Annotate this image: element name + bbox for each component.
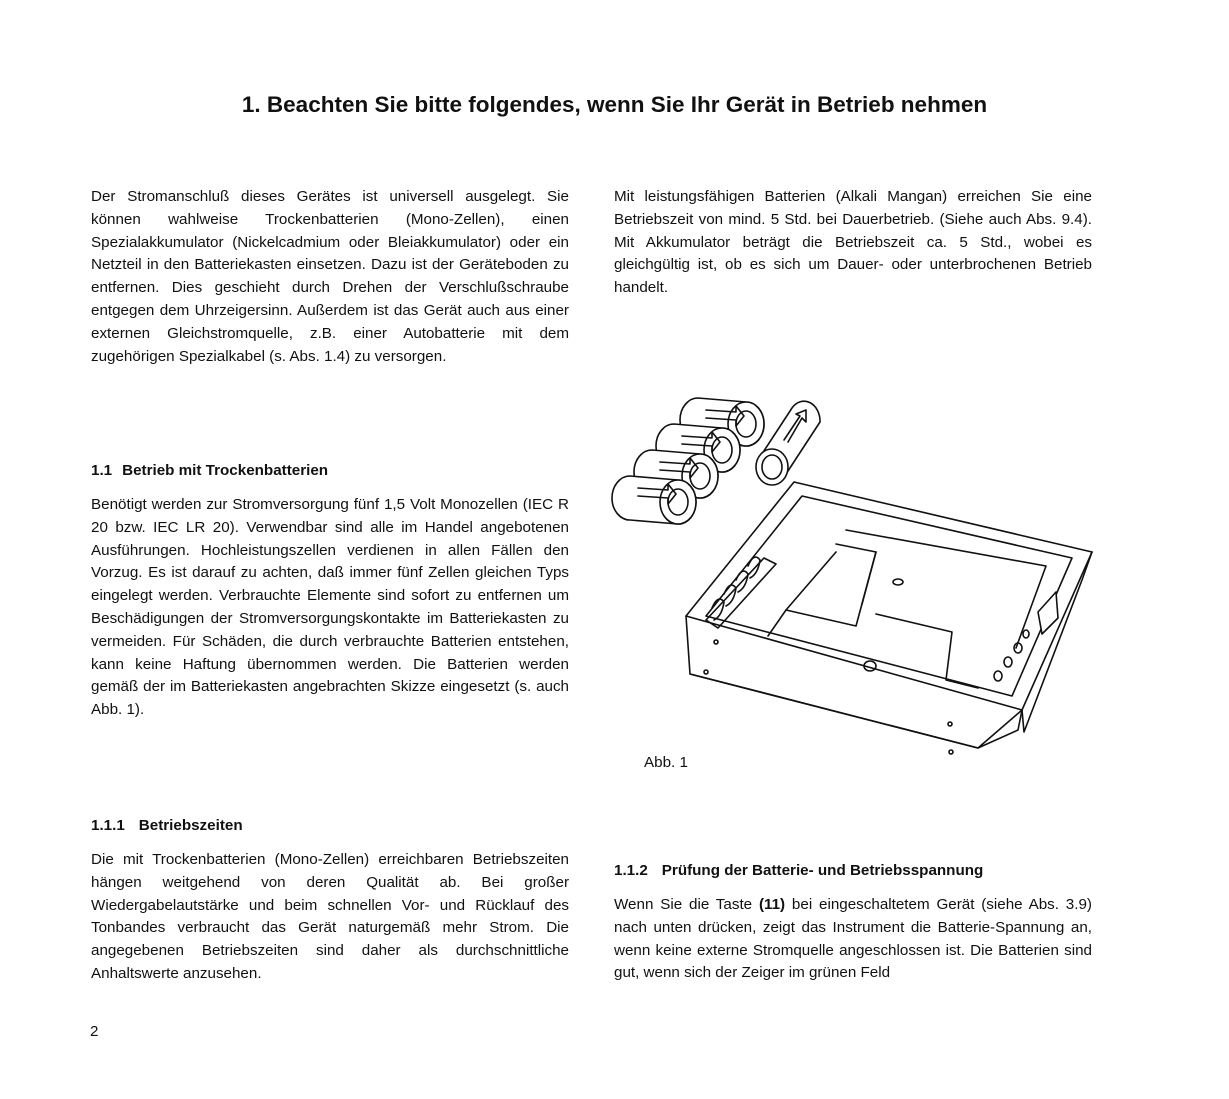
section-number: 1.1.1 <box>91 817 125 834</box>
section-1-1 <box>91 460 569 722</box>
section-1-1-1-body: Die mit Trockenbatterien (Mono-Zellen) erreichbaren Betriebszeiten hängen weitgehend von deren Qualität ab. Bei großer Wiedergabelautstärke und beim schnellen Vor- und Rücklauf des Tonbandes verbraucht das Gerät naturgemäß mehr Strom. Die angegebenen Betriebszeiten sind daher als durchschnittliche Anhaltswerte anzusehen. <box>91 851 569 982</box>
section-title: Betriebszeiten <box>138 817 243 834</box>
intro-right-column <box>614 186 1092 300</box>
page-title: 1. Beachten Sie bitte folgendes, wenn Sie Ihr Gerät in Betrieb nehmen <box>241 92 988 117</box>
intro-left-paragraph: Der Stromanschluß dieses Gerätes ist universell ausgelegt. Sie können wahlweise Trockenbatterien (Mono-Zellen), einen Spezialakkumulator (Nickelcadmium oder Bleiakkumulator) oder ein Netzteil in den Batteriekasten einsetzen. Dazu ist der Geräteboden zu entfernen. Dies geschieht durch Drehen der Verschlußschraube entgegen dem Uhrzeigersinn. Außerdem ist das Gerät auch aus einer externen Gleichstromquelle, z.B. einer Autobatterie mit dem zugehörigen Spezialkabel (s. Abs. 1.4) zu versorgen. <box>91 188 569 365</box>
section-number: 1.1.2 <box>614 862 648 879</box>
battery-compartment-illustration <box>606 380 1106 760</box>
intro-right-paragraph: Mit leistungsfähigen Batterien (Alkali Mangan) erreichen Sie eine Betriebszeit von mind. 5 Std. bei Dauerbetrieb. (Siehe auch Abs. 9.4). Mit Akkumulator beträgt die Betriebszeit ca. 5 Std., wobei es gleichgültig ist, ob es sich um Dauer- oder unterbrochenen Betrieb handelt. <box>614 188 1092 297</box>
key-reference: (11) <box>758 896 786 913</box>
section-title: Prüfung der Batterie- und Betriebsspannung <box>661 862 984 879</box>
intro-left-column <box>91 186 569 368</box>
body-text: Wenn Sie die Taste <box>614 896 759 913</box>
body-text: bei eingeschaltetem Gerät (siehe Abs. 3.9) nach unten drücken, zeigt das Instrument die Batterie-Spannung an, wenn keine externe Stromquelle angeschlossen ist. Die Batterien sind gut, wenn sich der Zeiger im grünen Feld <box>614 896 1092 982</box>
section-title: Betrieb mit Trockenbatterien <box>122 462 329 479</box>
section-1-1-1-heading <box>91 815 569 837</box>
section-1-1-1 <box>91 815 569 986</box>
figure-caption: Abb. 1 <box>644 754 688 771</box>
section-1-1-body: Benötigt werden zur Stromversorgung fünf 1,5 Volt Monozellen (IEC R 20 bzw. IEC LR 20). Verwendbar sind alle im Handel angebotenen Ausführungen. Hochleistungszellen verdienen in allen Fällen den Vorzug. Es ist darauf zu achten, daß immer fünf Zellen gleichen Typs eingelegt werden. Verbrauchte Elemente sind sofort zu entfernen um Beschädigungen der Stromversorgungskontakte im Batteriekasten zu vermeiden. Für Schäden, die durch verbrauchte Batterien entstehen, kann keine Haftung übernommen werden. Die Batterien werden gemäß der im Batteriekasten angebrachten Skizze eingesetzt (s. auch Abb. 1). <box>91 496 569 719</box>
section-1-1-2-body <box>614 894 1092 985</box>
section-1-1-heading <box>91 460 569 482</box>
section-1-1-2-heading <box>614 860 1092 882</box>
page-number: 2 <box>90 1023 99 1040</box>
section-1-1-2 <box>614 860 1092 985</box>
section-number: 1.1 <box>91 462 113 479</box>
battery-box-icon <box>686 482 1092 754</box>
